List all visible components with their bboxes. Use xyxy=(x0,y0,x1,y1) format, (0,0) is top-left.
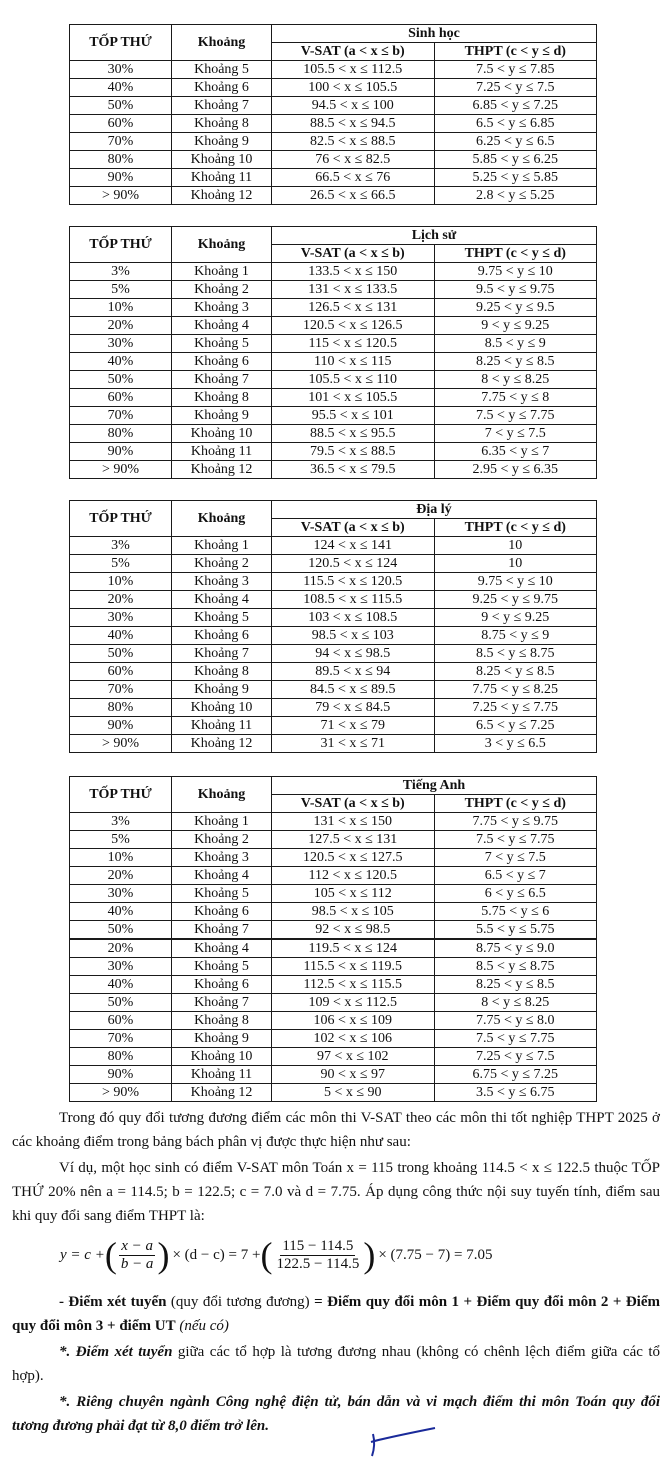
cell-interval: Khoảng 4 xyxy=(172,317,272,335)
cell-thpt-range: 8.5 < y ≤ 9 xyxy=(434,335,597,353)
cell-interval: Khoảng 3 xyxy=(172,299,272,317)
table-row xyxy=(70,425,597,443)
cell-vsat-range: 112.5 < x ≤ 115.5 xyxy=(272,976,435,994)
cell-top-rank: 10% xyxy=(70,573,172,591)
cell-top-rank: 20% xyxy=(70,591,172,609)
cell-vsat-range: 115 < x ≤ 120.5 xyxy=(272,335,435,353)
cell-top-rank: 90% xyxy=(70,717,172,735)
formula-fraction-2 xyxy=(274,1238,361,1273)
cell-thpt-range: 8.5 < y ≤ 8.75 xyxy=(434,958,597,976)
table-row xyxy=(70,169,597,187)
cell-vsat-range: 105.5 < x ≤ 110 xyxy=(272,371,435,389)
cell-interval: Khoảng 10 xyxy=(172,1048,272,1066)
cell-thpt-range: 6.5 < y ≤ 7.25 xyxy=(434,717,597,735)
table-row xyxy=(70,681,597,699)
table-row xyxy=(70,573,597,591)
table-row xyxy=(70,976,597,994)
cell-interval: Khoảng 3 xyxy=(172,573,272,591)
cell-top-rank: 60% xyxy=(70,663,172,681)
paragraph-example xyxy=(12,1156,660,1228)
cell-vsat-range: 105.5 < x ≤ 112.5 xyxy=(272,61,435,79)
table-row xyxy=(70,537,597,555)
cell-vsat-range: 95.5 < x ≤ 101 xyxy=(272,407,435,425)
cell-thpt-range: 3 < y ≤ 6.5 xyxy=(434,735,597,753)
cell-interval: Khoảng 8 xyxy=(172,115,272,133)
table-row xyxy=(70,115,597,133)
fraction-2-denominator: 122.5 − 114.5 xyxy=(276,1255,360,1272)
cell-top-rank: 70% xyxy=(70,681,172,699)
table-row xyxy=(70,151,597,169)
cell-interval: Khoảng 7 xyxy=(172,994,272,1012)
table-sinh-hoc xyxy=(69,24,597,205)
cell-top-rank: 40% xyxy=(70,976,172,994)
cell-interval: Khoảng 8 xyxy=(172,389,272,407)
cell-top-rank: 70% xyxy=(70,1030,172,1048)
table-row xyxy=(70,921,597,940)
admission-score-label: - Điểm xét tuyển xyxy=(59,1294,167,1310)
cell-thpt-range: 2.8 < y ≤ 5.25 xyxy=(434,187,597,205)
cell-top-rank: > 90% xyxy=(70,187,172,205)
cell-vsat-range: 115.5 < x ≤ 120.5 xyxy=(272,573,435,591)
cell-interval: Khoảng 5 xyxy=(172,61,272,79)
paragraph-intro xyxy=(12,1106,660,1154)
cell-interval: Khoảng 4 xyxy=(172,939,272,958)
formula-fraction-1 xyxy=(119,1238,156,1273)
cell-vsat-range: 82.5 < x ≤ 88.5 xyxy=(272,133,435,151)
table-row xyxy=(70,61,597,79)
table-row xyxy=(70,79,597,97)
cell-vsat-range: 98.5 < x ≤ 103 xyxy=(272,627,435,645)
cell-vsat-range: 26.5 < x ≤ 66.5 xyxy=(272,187,435,205)
cell-interval: Khoảng 4 xyxy=(172,867,272,885)
cell-interval: Khoảng 2 xyxy=(172,281,272,299)
equivalence-text: giữa các tổ hợp là tương đương nhau (không có chênh lệch điểm giữa các tổ hợp). xyxy=(12,1344,661,1384)
cell-top-rank: 60% xyxy=(70,389,172,407)
cell-interval: Khoảng 10 xyxy=(172,151,272,169)
cell-top-rank: 30% xyxy=(70,885,172,903)
cell-thpt-range: 9.25 < y ≤ 9.75 xyxy=(434,591,597,609)
header-top-rank: TỐP THỨ xyxy=(70,777,172,813)
cell-interval: Khoảng 12 xyxy=(172,735,272,753)
cell-vsat-range: 120.5 < x ≤ 124 xyxy=(272,555,435,573)
open-paren-2: ( xyxy=(260,1235,273,1275)
table-row xyxy=(70,461,597,479)
cell-top-rank: 10% xyxy=(70,299,172,317)
admission-score-note: (quy đổi tương đương) xyxy=(166,1294,315,1310)
cell-thpt-range: 6.5 < y ≤ 6.85 xyxy=(434,115,597,133)
cell-top-rank: 20% xyxy=(70,867,172,885)
header-interval: Khoảng xyxy=(172,501,272,537)
admission-score-optional: (nếu có) xyxy=(175,1318,229,1334)
table-dia-ly xyxy=(69,500,597,753)
cell-interval: Khoảng 12 xyxy=(172,1084,272,1102)
cell-thpt-range: 7.5 < y ≤ 7.85 xyxy=(434,61,597,79)
close-paren: ) xyxy=(157,1235,170,1275)
cell-interval: Khoảng 8 xyxy=(172,1012,272,1030)
table-row xyxy=(70,1030,597,1048)
cell-top-rank: > 90% xyxy=(70,1084,172,1102)
cell-thpt-range: 9 < y ≤ 9.25 xyxy=(434,609,597,627)
cell-vsat-range: 36.5 < x ≤ 79.5 xyxy=(272,461,435,479)
header-subject: Sinh học xyxy=(272,25,597,43)
cell-top-rank: 50% xyxy=(70,97,172,115)
cell-thpt-range: 7.75 < y ≤ 8.0 xyxy=(434,1012,597,1030)
header-subject: Lịch sử xyxy=(272,227,597,245)
cell-vsat-range: 102 < x ≤ 106 xyxy=(272,1030,435,1048)
cell-top-rank: 30% xyxy=(70,335,172,353)
table-row xyxy=(70,591,597,609)
table-lich-su xyxy=(69,226,597,479)
cell-interval: Khoảng 9 xyxy=(172,1030,272,1048)
cell-vsat-range: 109 < x ≤ 112.5 xyxy=(272,994,435,1012)
cell-thpt-range: 10 xyxy=(434,537,597,555)
cell-thpt-range: 9.75 < y ≤ 10 xyxy=(434,573,597,591)
header-thpt-range: THPT (c < y ≤ d) xyxy=(434,245,597,263)
cell-thpt-range: 7 < y ≤ 7.5 xyxy=(434,849,597,867)
cell-interval: Khoảng 2 xyxy=(172,555,272,573)
cell-top-rank: 5% xyxy=(70,281,172,299)
cell-vsat-range: 66.5 < x ≤ 76 xyxy=(272,169,435,187)
cell-thpt-range: 8 < y ≤ 8.25 xyxy=(434,994,597,1012)
table-row xyxy=(70,699,597,717)
header-thpt-range: THPT (c < y ≤ d) xyxy=(434,43,597,61)
cell-interval: Khoảng 7 xyxy=(172,97,272,115)
cell-thpt-range: 8.75 < y ≤ 9.0 xyxy=(434,939,597,958)
cell-vsat-range: 31 < x ≤ 71 xyxy=(272,735,435,753)
cell-interval: Khoảng 11 xyxy=(172,443,272,461)
cell-top-rank: 40% xyxy=(70,353,172,371)
table-row xyxy=(70,555,597,573)
cell-interval: Khoảng 9 xyxy=(172,133,272,151)
cell-top-rank: 60% xyxy=(70,1012,172,1030)
cell-interval: Khoảng 5 xyxy=(172,609,272,627)
table-row xyxy=(70,831,597,849)
table-row xyxy=(70,849,597,867)
cell-vsat-range: 79 < x ≤ 84.5 xyxy=(272,699,435,717)
cell-top-rank: 90% xyxy=(70,1066,172,1084)
table-row xyxy=(70,443,597,461)
cell-thpt-range: 8.5 < y ≤ 8.75 xyxy=(434,645,597,663)
fraction-2-numerator: 115 − 114.5 xyxy=(282,1237,354,1254)
cell-interval: Khoảng 12 xyxy=(172,187,272,205)
table-row xyxy=(70,813,597,831)
table-row xyxy=(70,407,597,425)
cell-thpt-range: 6.35 < y ≤ 7 xyxy=(434,443,597,461)
admission-score-formula: = Điểm quy đổi môn 1 + Điểm quy đổi môn 2 + Điểm quy đổi môn 3 + điểm UT xyxy=(12,1294,661,1334)
table-row xyxy=(70,187,597,205)
header-vsat-range: V-SAT (a < x ≤ b) xyxy=(272,43,435,61)
cell-top-rank: 10% xyxy=(70,849,172,867)
cell-top-rank: 70% xyxy=(70,133,172,151)
cell-top-rank: 70% xyxy=(70,407,172,425)
table-tieng-anh xyxy=(69,776,597,1102)
header-vsat-range: V-SAT (a < x ≤ b) xyxy=(272,245,435,263)
header-vsat-range: V-SAT (a < x ≤ b) xyxy=(272,795,435,813)
example-text: Ví dụ, một học sinh có điểm V-SAT môn Toán x = 115 trong khoảng 114.5 < x ≤ 122.5 thuộc TỐP THỨ 20% nên a = 114.5; b = 122.5; c = 7.0 và d = 7.75. Áp dụng công thức nội suy tuyến tính, điểm sau khi quy đổi sang điểm THPT là: xyxy=(12,1160,660,1224)
cell-interval: Khoảng 11 xyxy=(172,1066,272,1084)
cell-top-rank: 3% xyxy=(70,813,172,831)
cell-vsat-range: 126.5 < x ≤ 131 xyxy=(272,299,435,317)
cell-thpt-range: 10 xyxy=(434,555,597,573)
equivalence-label: *. Điểm xét tuyển xyxy=(59,1344,173,1360)
cell-vsat-range: 84.5 < x ≤ 89.5 xyxy=(272,681,435,699)
cell-thpt-range: 5.25 < y ≤ 5.85 xyxy=(434,169,597,187)
cell-top-rank: 30% xyxy=(70,61,172,79)
cell-vsat-range: 112 < x ≤ 120.5 xyxy=(272,867,435,885)
cell-vsat-range: 98.5 < x ≤ 105 xyxy=(272,903,435,921)
cell-interval: Khoảng 6 xyxy=(172,976,272,994)
cell-thpt-range: 7.75 < y ≤ 8.25 xyxy=(434,681,597,699)
cell-vsat-range: 5 < x ≤ 90 xyxy=(272,1084,435,1102)
cell-interval: Khoảng 12 xyxy=(172,461,272,479)
table-row xyxy=(70,903,597,921)
cell-interval: Khoảng 6 xyxy=(172,903,272,921)
cell-vsat-range: 131 < x ≤ 133.5 xyxy=(272,281,435,299)
header-subject: Địa lý xyxy=(272,501,597,519)
table-row xyxy=(70,281,597,299)
cell-top-rank: 20% xyxy=(70,317,172,335)
open-paren: ( xyxy=(104,1235,117,1275)
table-row xyxy=(70,939,597,958)
cell-top-rank: 5% xyxy=(70,555,172,573)
cell-interval: Khoảng 5 xyxy=(172,885,272,903)
table-row xyxy=(70,627,597,645)
table-row xyxy=(70,263,597,281)
cell-top-rank: 40% xyxy=(70,79,172,97)
cell-vsat-range: 97 < x ≤ 102 xyxy=(272,1048,435,1066)
cell-thpt-range: 6 < y ≤ 6.5 xyxy=(434,885,597,903)
table-row xyxy=(70,1084,597,1102)
formula-lhs: y = c + xyxy=(60,1246,105,1263)
cell-interval: Khoảng 7 xyxy=(172,645,272,663)
cell-thpt-range: 8.25 < y ≤ 8.5 xyxy=(434,976,597,994)
cell-top-rank: > 90% xyxy=(70,461,172,479)
cell-vsat-range: 71 < x ≤ 79 xyxy=(272,717,435,735)
cell-interval: Khoảng 5 xyxy=(172,335,272,353)
cell-thpt-range: 7.75 < y ≤ 8 xyxy=(434,389,597,407)
header-subject: Tiếng Anh xyxy=(272,777,597,795)
table-row xyxy=(70,389,597,407)
table-row xyxy=(70,663,597,681)
header-top-rank: TỐP THỨ xyxy=(70,227,172,263)
cell-vsat-range: 94.5 < x ≤ 100 xyxy=(272,97,435,115)
cell-top-rank: 40% xyxy=(70,627,172,645)
table-row xyxy=(70,371,597,389)
table-row xyxy=(70,735,597,753)
cell-top-rank: 20% xyxy=(70,939,172,958)
cell-vsat-range: 106 < x ≤ 109 xyxy=(272,1012,435,1030)
cell-vsat-range: 105 < x ≤ 112 xyxy=(272,885,435,903)
cell-thpt-range: 8.75 < y ≤ 9 xyxy=(434,627,597,645)
cell-interval: Khoảng 11 xyxy=(172,717,272,735)
cell-top-rank: 90% xyxy=(70,169,172,187)
cell-thpt-range: 7.5 < y ≤ 7.75 xyxy=(434,1030,597,1048)
cell-interval: Khoảng 9 xyxy=(172,407,272,425)
cell-vsat-range: 88.5 < x ≤ 94.5 xyxy=(272,115,435,133)
cell-vsat-range: 133.5 < x ≤ 150 xyxy=(272,263,435,281)
header-interval: Khoảng xyxy=(172,777,272,813)
paragraph-special-major xyxy=(12,1390,660,1438)
header-top-rank: TỐP THỨ xyxy=(70,501,172,537)
cell-thpt-range: 8.25 < y ≤ 8.5 xyxy=(434,353,597,371)
table-row xyxy=(70,645,597,663)
cell-vsat-range: 94 < x ≤ 98.5 xyxy=(272,645,435,663)
table-row xyxy=(70,867,597,885)
cell-thpt-range: 3.5 < y ≤ 6.75 xyxy=(434,1084,597,1102)
cell-vsat-range: 92 < x ≤ 98.5 xyxy=(272,921,435,940)
cell-interval: Khoảng 3 xyxy=(172,849,272,867)
cell-thpt-range: 9.25 < y ≤ 9.5 xyxy=(434,299,597,317)
cell-top-rank: 3% xyxy=(70,263,172,281)
cell-thpt-range: 7.75 < y ≤ 9.75 xyxy=(434,813,597,831)
table-row xyxy=(70,609,597,627)
cell-vsat-range: 88.5 < x ≤ 95.5 xyxy=(272,425,435,443)
cell-top-rank: 80% xyxy=(70,425,172,443)
table-row xyxy=(70,1012,597,1030)
cell-vsat-range: 108.5 < x ≤ 115.5 xyxy=(272,591,435,609)
cell-interval: Khoảng 4 xyxy=(172,591,272,609)
cell-top-rank: 80% xyxy=(70,1048,172,1066)
cell-top-rank: 50% xyxy=(70,994,172,1012)
cell-top-rank: 50% xyxy=(70,371,172,389)
cell-vsat-range: 120.5 < x ≤ 126.5 xyxy=(272,317,435,335)
cell-thpt-range: 9.5 < y ≤ 9.75 xyxy=(434,281,597,299)
cell-top-rank: > 90% xyxy=(70,735,172,753)
cell-top-rank: 30% xyxy=(70,958,172,976)
cell-thpt-range: 6.85 < y ≤ 7.25 xyxy=(434,97,597,115)
cell-vsat-range: 115.5 < x ≤ 119.5 xyxy=(272,958,435,976)
cell-interval: Khoảng 1 xyxy=(172,537,272,555)
paragraph-equivalence xyxy=(12,1340,660,1388)
cell-top-rank: 40% xyxy=(70,903,172,921)
formula-tail: × (7.75 − 7) = 7.05 xyxy=(378,1246,493,1263)
cell-top-rank: 50% xyxy=(70,921,172,940)
table-row xyxy=(70,1066,597,1084)
cell-interval: Khoảng 10 xyxy=(172,425,272,443)
table-row xyxy=(70,299,597,317)
cell-vsat-range: 120.5 < x ≤ 127.5 xyxy=(272,849,435,867)
table-row xyxy=(70,958,597,976)
cell-vsat-range: 100 < x ≤ 105.5 xyxy=(272,79,435,97)
table-row xyxy=(70,133,597,151)
cell-vsat-range: 127.5 < x ≤ 131 xyxy=(272,831,435,849)
table-row xyxy=(70,1048,597,1066)
cell-interval: Khoảng 6 xyxy=(172,79,272,97)
table-row xyxy=(70,97,597,115)
cell-vsat-range: 103 < x ≤ 108.5 xyxy=(272,609,435,627)
cell-thpt-range: 6.25 < y ≤ 6.5 xyxy=(434,133,597,151)
special-major-text: *. Riêng chuyên ngành Công nghệ điện tử, bán dẫn và vi mạch điểm thi môn Toán quy đổi tương đương phải đạt từ 8,0 điểm trở lên. xyxy=(12,1394,660,1434)
cell-thpt-range: 8 < y ≤ 8.25 xyxy=(434,371,597,389)
cell-thpt-range: 2.95 < y ≤ 6.35 xyxy=(434,461,597,479)
cell-vsat-range: 89.5 < x ≤ 94 xyxy=(272,663,435,681)
cell-interval: Khoảng 6 xyxy=(172,627,272,645)
formula-middle: × (d − c) = 7 + xyxy=(172,1246,261,1263)
cell-vsat-range: 110 < x ≤ 115 xyxy=(272,353,435,371)
cell-top-rank: 60% xyxy=(70,115,172,133)
close-paren-2: ) xyxy=(363,1235,376,1275)
header-thpt-range: THPT (c < y ≤ d) xyxy=(434,519,597,537)
cell-interval: Khoảng 7 xyxy=(172,921,272,940)
cell-top-rank: 80% xyxy=(70,699,172,717)
cell-interval: Khoảng 7 xyxy=(172,371,272,389)
cell-top-rank: 50% xyxy=(70,645,172,663)
table-row xyxy=(70,335,597,353)
cell-thpt-range: 5.5 < y ≤ 5.75 xyxy=(434,921,597,940)
cell-thpt-range: 9 < y ≤ 9.25 xyxy=(434,317,597,335)
cell-vsat-range: 101 < x ≤ 105.5 xyxy=(272,389,435,407)
cell-thpt-range: 9.75 < y ≤ 10 xyxy=(434,263,597,281)
cell-interval: Khoảng 6 xyxy=(172,353,272,371)
cell-thpt-range: 7 < y ≤ 7.5 xyxy=(434,425,597,443)
cell-thpt-range: 7.25 < y ≤ 7.5 xyxy=(434,1048,597,1066)
cell-top-rank: 5% xyxy=(70,831,172,849)
cell-interval: Khoảng 1 xyxy=(172,813,272,831)
fraction-1-denominator: b − a xyxy=(120,1255,154,1272)
header-interval: Khoảng xyxy=(172,227,272,263)
cell-thpt-range: 8.25 < y ≤ 8.5 xyxy=(434,663,597,681)
header-interval: Khoảng xyxy=(172,25,272,61)
cell-vsat-range: 76 < x ≤ 82.5 xyxy=(272,151,435,169)
table-row xyxy=(70,994,597,1012)
signature-mark xyxy=(365,1424,445,1460)
cell-vsat-range: 131 < x ≤ 150 xyxy=(272,813,435,831)
cell-top-rank: 90% xyxy=(70,443,172,461)
cell-interval: Khoảng 9 xyxy=(172,681,272,699)
cell-thpt-range: 7.5 < y ≤ 7.75 xyxy=(434,831,597,849)
signature-stroke-2 xyxy=(372,1434,374,1456)
cell-vsat-range: 90 < x ≤ 97 xyxy=(272,1066,435,1084)
cell-top-rank: 80% xyxy=(70,151,172,169)
cell-thpt-range: 7.25 < y ≤ 7.75 xyxy=(434,699,597,717)
cell-thpt-range: 7.5 < y ≤ 7.75 xyxy=(434,407,597,425)
cell-thpt-range: 7.25 < y ≤ 7.5 xyxy=(434,79,597,97)
cell-interval: Khoảng 2 xyxy=(172,831,272,849)
cell-interval: Khoảng 8 xyxy=(172,663,272,681)
cell-top-rank: 3% xyxy=(70,537,172,555)
cell-vsat-range: 79.5 < x ≤ 88.5 xyxy=(272,443,435,461)
intro-text: Trong đó quy đổi tương đương điểm các môn thi V-SAT theo các môn thi tốt nghiệp THPT 2025 ở các khoảng điểm trong bảng bách phân vị được thực hiện như sau: xyxy=(12,1110,660,1150)
cell-vsat-range: 119.5 < x ≤ 124 xyxy=(272,939,435,958)
paragraph-admission-score xyxy=(12,1290,660,1338)
cell-thpt-range: 5.85 < y ≤ 6.25 xyxy=(434,151,597,169)
header-thpt-range: THPT (c < y ≤ d) xyxy=(434,795,597,813)
cell-interval: Khoảng 1 xyxy=(172,263,272,281)
cell-interval: Khoảng 5 xyxy=(172,958,272,976)
cell-thpt-range: 6.5 < y ≤ 7 xyxy=(434,867,597,885)
fraction-1-numerator: x − a xyxy=(121,1237,154,1254)
table-row xyxy=(70,885,597,903)
header-vsat-range: V-SAT (a < x ≤ b) xyxy=(272,519,435,537)
cell-thpt-range: 6.75 < y ≤ 7.25 xyxy=(434,1066,597,1084)
cell-vsat-range: 124 < x ≤ 141 xyxy=(272,537,435,555)
interpolation-formula xyxy=(60,1226,492,1284)
signature-stroke-1 xyxy=(371,1428,435,1442)
table-row xyxy=(70,717,597,735)
table-row xyxy=(70,317,597,335)
table-row xyxy=(70,353,597,371)
cell-interval: Khoảng 11 xyxy=(172,169,272,187)
cell-top-rank: 30% xyxy=(70,609,172,627)
header-top-rank: TỐP THỨ xyxy=(70,25,172,61)
cell-thpt-range: 5.75 < y ≤ 6 xyxy=(434,903,597,921)
cell-interval: Khoảng 10 xyxy=(172,699,272,717)
